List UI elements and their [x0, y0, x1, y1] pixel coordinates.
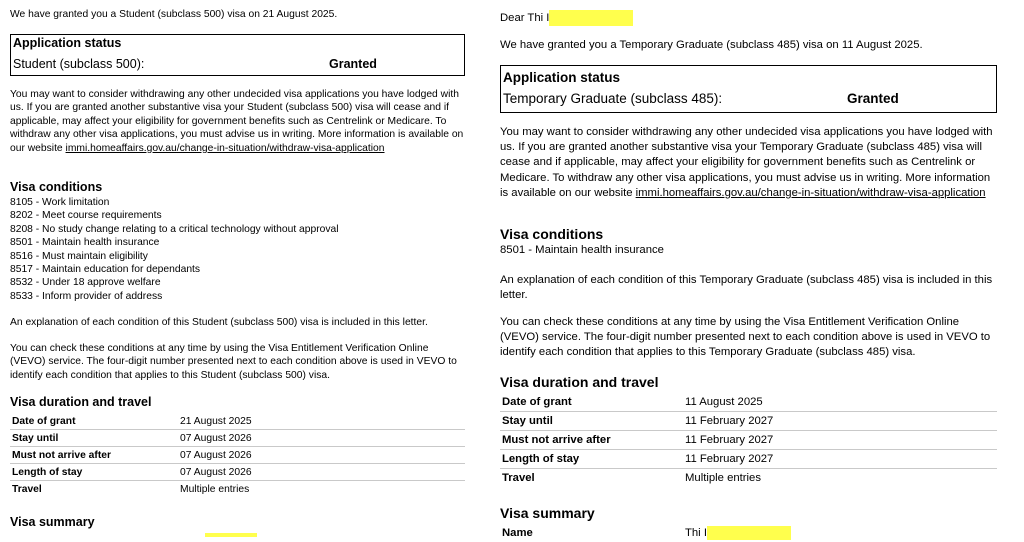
table-row	[500, 393, 997, 412]
row-label: Travel	[502, 472, 535, 484]
condition-item: 8202 - Meet course requirements	[10, 210, 162, 222]
row-label: Must not arrive after	[502, 434, 611, 446]
condition-item: 8501 - Maintain health insurance	[500, 244, 664, 256]
row-value: 11 February 2027	[685, 434, 774, 446]
visa-summary-heading: Visa summary	[500, 505, 595, 521]
table-row	[500, 450, 997, 469]
withdraw-paragraph	[500, 125, 997, 201]
row-label: Stay until	[502, 415, 553, 427]
table-row	[500, 469, 997, 487]
row-value: 11 August 2025	[685, 396, 763, 408]
status-badge: Granted	[847, 91, 899, 106]
row-label: Name	[502, 527, 533, 539]
visa-conditions-heading: Visa conditions	[10, 180, 103, 194]
row-value: 11 February 2027	[685, 415, 774, 427]
application-status-box	[500, 65, 997, 113]
row-label: Length of stay	[12, 467, 83, 478]
visa-type: Temporary Graduate (subclass 485):	[503, 91, 723, 106]
table-row	[500, 524, 997, 542]
withdraw-link[interactable]: immi.homeaffairs.gov.au/change-in-situation/withdraw-visa-application	[635, 186, 986, 199]
visa-summary-heading: Visa summary	[10, 515, 95, 529]
row-value: 07 August 2026	[180, 467, 252, 478]
row-label: Date of grant	[12, 416, 76, 427]
visa-duration-heading: Visa duration and travel	[500, 374, 659, 390]
conditions-explanation: An explanation of each condition of this Student (subclass 500) visa is included in this letter.	[10, 317, 428, 328]
application-status-heading: Application status	[13, 36, 122, 50]
row-value: 07 August 2026	[180, 450, 252, 461]
row-label: Travel	[12, 484, 42, 495]
vevo-paragraph: You can check these conditions at any time by using the Visa Entitlement Verification Online (VEVO) service. The four-digit number presented next to each condition above is used in VEVO to identify each condition that applies to this Temporary Graduate (subclass 485) visa.	[500, 316, 991, 359]
status-badge: Granted	[329, 57, 377, 71]
withdraw-paragraph	[10, 88, 465, 155]
table-row	[10, 446, 465, 464]
row-label: Must not arrive after	[12, 450, 111, 461]
condition-item: 8533 - Inform provider of address	[10, 290, 163, 302]
visa-duration-heading: Visa duration and travel	[10, 395, 152, 409]
table-row	[500, 412, 997, 431]
redaction-highlight	[707, 526, 791, 540]
withdraw-text: You may want to consider withdrawing any other undecided visa applications you have lodged with us. If you are granted another substantive visa your Student (subclass 500) visa will cease and if applicable, may affect your eligibility for government benefits such as Centrelink or Medicare. To withdraw any other visa applications, you must advise us in writing. More information is available on our website	[10, 89, 464, 154]
conditions-list	[10, 196, 339, 303]
condition-item: 8516 - Must maintain eligibility	[10, 250, 148, 262]
condition-item: 8105 - Work limitation	[10, 197, 110, 208]
row-value: 21 August 2025	[180, 416, 252, 427]
application-status-heading: Application status	[503, 70, 621, 85]
withdraw-text: You may want to consider withdrawing any other undecided visa applications you have lodged with us. If you are granted another substantive visa your Temporary Graduate (subclass 485) visa will cease and if applicable, may affect your eligibility for government benefits such as Centrelink or Medicare. To withdraw any other visa applications, you must advise us in writing. More information is available on our website	[500, 126, 993, 199]
row-label: Length of stay	[502, 453, 580, 465]
condition-item: 8532 - Under 18 approve welfare	[10, 277, 161, 289]
row-value: Multiple entries	[685, 472, 761, 484]
withdraw-link[interactable]: immi.homeaffairs.gov.au/change-in-situation/withdraw-visa-application	[65, 142, 385, 154]
row-value: Multiple entries	[180, 484, 250, 495]
conditions-explanation: An explanation of each condition of this Temporary Graduate (subclass 485) visa is included in this letter.	[500, 274, 993, 302]
name-value: Thi I	[685, 527, 707, 539]
condition-item: 8208 - No study change relating to a critical technology without approval	[10, 223, 339, 235]
table-row	[10, 429, 465, 447]
visa-conditions-heading: Visa conditions	[500, 226, 604, 242]
table-row	[10, 412, 465, 430]
table-row	[10, 480, 465, 497]
table-row	[500, 431, 997, 450]
row-value: 07 August 2026	[180, 433, 252, 444]
row-value: 11 February 2027	[685, 453, 774, 465]
visa-type: Student (subclass 500):	[13, 57, 145, 71]
condition-item: 8501 - Maintain health insurance	[10, 237, 160, 249]
grant-intro: We have granted you a Temporary Graduate (subclass 485) visa on 11 August 2025.	[500, 39, 923, 51]
row-value	[685, 526, 791, 541]
redaction-highlight	[549, 10, 633, 26]
vevo-paragraph: You can check these conditions at any time by using the Visa Entitlement Verification Online (VEVO) service. The four-digit number presented next to each condition above is used in VEVO to identify each condition that applies to this Student (subclass 500) visa.	[10, 343, 457, 381]
condition-item: 8517 - Maintain education for dependants	[10, 264, 201, 276]
application-status-box	[10, 34, 465, 76]
grant-intro: We have granted you a Student (subclass 500) visa on 21 August 2025.	[10, 9, 338, 20]
greeting-text: Dear Thi I	[500, 11, 550, 24]
row-label: Stay until	[12, 433, 59, 444]
table-row	[10, 463, 465, 481]
greeting	[500, 10, 633, 26]
redaction-highlight	[205, 533, 257, 537]
row-label: Date of grant	[502, 396, 572, 408]
